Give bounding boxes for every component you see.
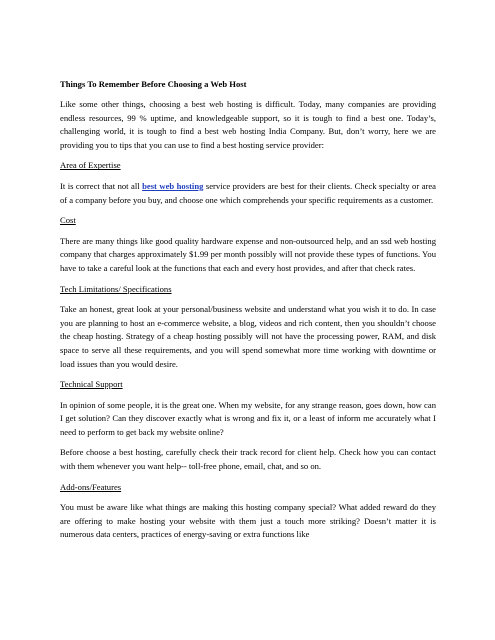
tech-limitations-paragraph: Take an honest, great look at your personal/business website and understand what you wish it to do. In case you are planning to host an e-commerce website, a blog, videos and rich content, then you shouldn’t choose the cheap hosting. Strategy of a cheap hosting possibly will not have the processing power, RAM, and disk space to serve all these requirements, and you will spend somewhat more time working with downtime or load issues than you would desire. xyxy=(60,304,436,369)
document-body xyxy=(60,78,436,549)
technical-support-paragraph: Before choose a best hosting, carefully check their track record for client help. Check how you can contact with them whenever you want help-- toll-free phone, email, chat, and so on. xyxy=(60,447,436,472)
section-heading-add-ons-features: Add-ons/Features xyxy=(60,481,122,492)
paragraph-text: service providers are best for their clients. Check specialty or area of a company before you buy, and choose one which comprehends your specific requirements as a customer. xyxy=(60,180,436,205)
intro-paragraph: Like some other things, choosing a best web hosting is difficult. Today, many companies are providing endless resources, 99 % uptime, and knowledgeable support, so it is tough to find a best one. Today’s, challenging world, it is tough to find a best web hosting India Company. But, don’t worry, here we are providing you to tips that you can use to find a best hosting service provider: xyxy=(60,99,436,150)
section-heading-technical-support: Technical Support xyxy=(60,379,123,390)
section-heading-area-of-expertise: Area of Expertise xyxy=(60,160,121,171)
paragraph-text: It is correct that not all xyxy=(60,180,143,191)
section-heading-tech-limitations: Tech Limitations/ Specifications xyxy=(60,283,172,294)
cost-paragraph: There are many things like good quality hardware expense and non-outsourced help, and an ssd web hosting company that charges approximately $1.99 per month possibly will not provide these types of functions. You have to take a careful look at the functions that each and every host provides, and after that check rates. xyxy=(60,235,436,273)
section-heading-cost: Cost xyxy=(60,215,76,226)
area-of-expertise-paragraph xyxy=(60,180,436,207)
technical-support-paragraph: In opinion of some people, it is the great one. When my website, for any strange reason, goes down, how can I get solution? Can they discover exactly what is wrong and fix it, or a least of inform me accurately what I need to perform to get back my website online? xyxy=(60,399,436,437)
document-title: Things To Remember Before Choosing a Web Host xyxy=(60,79,247,89)
add-ons-features-paragraph: You must be aware like what things are making this hosting company special? What added reward do they are offering to make hosting your website with them just a touch more striking? Doesn’t matter it is numerous data centers, practices of energy-saving or extra functions like xyxy=(60,502,436,540)
best-web-hosting-link[interactable]: best web hosting xyxy=(142,180,204,191)
